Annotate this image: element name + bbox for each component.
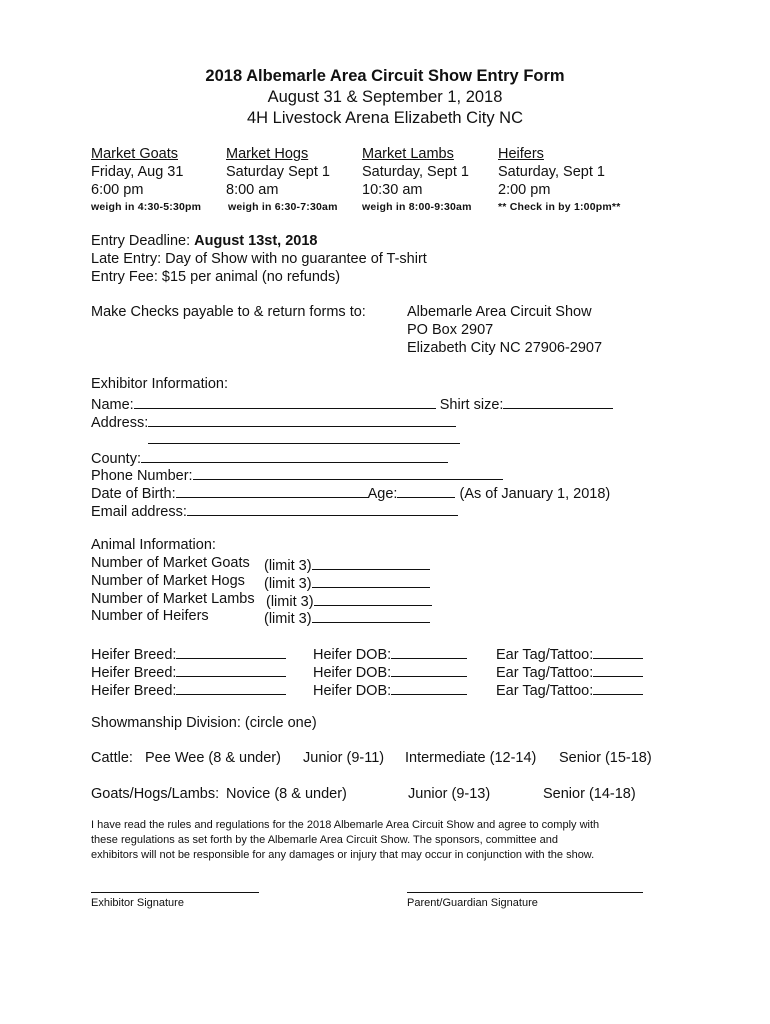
ear-tag-label: Ear Tag/Tattoo: bbox=[496, 665, 594, 681]
heifers-count-row bbox=[264, 608, 430, 627]
cattle-option-intermediate[interactable]: Intermediate (12-14) bbox=[405, 750, 537, 766]
schedule-hogs-day: Saturday Sept 1 bbox=[226, 164, 330, 180]
ear-tag-label: Ear Tag/Tattoo: bbox=[496, 647, 594, 663]
email-field[interactable] bbox=[187, 501, 458, 516]
heifer-breed-label: Heifer Breed: bbox=[91, 683, 177, 699]
entry-deadline bbox=[91, 233, 317, 249]
entry-deadline-value: August 13st, 2018 bbox=[194, 233, 318, 249]
goats-hogs-lambs-label: Goats/Hogs/Lambs: bbox=[91, 786, 220, 802]
schedule-hogs-name: Market Hogs bbox=[226, 146, 309, 162]
county-field[interactable] bbox=[141, 448, 448, 463]
ear-tag-1 bbox=[496, 644, 643, 663]
cattle-option-peewee[interactable]: Pee Wee (8 & under) bbox=[145, 750, 281, 766]
heifers-count-field[interactable] bbox=[312, 608, 430, 623]
address-row bbox=[91, 412, 456, 431]
animal-heading: Animal Information: bbox=[91, 537, 216, 553]
heifers-limit: (limit 3) bbox=[264, 611, 312, 627]
schedule-goats-day: Friday, Aug 31 bbox=[91, 164, 184, 180]
agreement-line-3: exhibitors will not be responsible for any damages or injury that may occur in conjunction with the show. bbox=[91, 849, 595, 861]
email-label: Email address: bbox=[91, 504, 187, 520]
ear-tag-field[interactable] bbox=[593, 644, 643, 659]
ear-tag-2 bbox=[496, 662, 643, 681]
schedule-lambs-day: Saturday, Sept 1 bbox=[362, 164, 469, 180]
heifer-dob-field[interactable] bbox=[391, 644, 467, 659]
hogs-count-row bbox=[264, 573, 430, 592]
parent-signature-line[interactable] bbox=[407, 892, 643, 893]
schedule-hogs-time: 8:00 am bbox=[226, 182, 279, 198]
phone-label: Phone Number: bbox=[91, 468, 193, 484]
dob-row bbox=[91, 483, 610, 502]
ear-tag-field[interactable] bbox=[593, 662, 643, 677]
showmanship-heading: Showmanship Division: (circle one) bbox=[91, 715, 317, 731]
heifer-breed-label: Heifer Breed: bbox=[91, 665, 177, 681]
name-label: Name: bbox=[91, 397, 134, 413]
heifer-dob-1 bbox=[313, 644, 467, 663]
agreement-line-1: I have read the rules and regulations for the 2018 Albemarle Area Circuit Show and agree to comply with bbox=[91, 819, 600, 831]
age-note: (As of January 1, 2018) bbox=[459, 486, 611, 502]
form-title: 2018 Albemarle Area Circuit Show Entry Form bbox=[205, 67, 565, 85]
heifer-breed-field[interactable] bbox=[176, 644, 286, 659]
heifers-count-label: Number of Heifers bbox=[91, 608, 209, 624]
schedule-heifers-note: ** Check in by 1:00pm** bbox=[498, 201, 621, 213]
heifer-dob-2 bbox=[313, 662, 467, 681]
ghl-option-senior[interactable]: Senior (14-18) bbox=[543, 786, 636, 802]
name-row bbox=[91, 394, 613, 413]
age-field[interactable] bbox=[397, 483, 455, 498]
schedule-heifers-name: Heifers bbox=[498, 146, 544, 162]
heifer-dob-field[interactable] bbox=[391, 680, 467, 695]
schedule-lambs-name: Market Lambs bbox=[362, 146, 454, 162]
hogs-count-field[interactable] bbox=[312, 573, 430, 588]
address-label: Address: bbox=[91, 415, 149, 431]
address-field[interactable] bbox=[148, 412, 456, 427]
ghl-option-junior[interactable]: Junior (9-13) bbox=[408, 786, 491, 802]
email-row bbox=[91, 501, 458, 520]
schedule-hogs-note: weigh in 6:30-7:30am bbox=[228, 201, 338, 213]
shirt-size-field[interactable] bbox=[503, 394, 613, 409]
ear-tag-3 bbox=[496, 680, 643, 699]
heifer-breed-label: Heifer Breed: bbox=[91, 647, 177, 663]
ear-tag-field[interactable] bbox=[593, 680, 643, 695]
heifer-breed-2 bbox=[91, 662, 286, 681]
entry-fee: Entry Fee: $15 per animal (no refunds) bbox=[91, 269, 341, 285]
entry-deadline-label: Entry Deadline: bbox=[91, 233, 195, 249]
goats-limit: (limit 3) bbox=[264, 558, 312, 574]
late-entry: Late Entry: Day of Show with no guarantee of T-shirt bbox=[91, 251, 427, 267]
schedule-goats-name: Market Goats bbox=[91, 146, 179, 162]
heifer-dob-field[interactable] bbox=[391, 662, 467, 677]
agreement-line-2: these regulations as set forth by the Albemarle Area Circuit Show. The sponsors, committee and bbox=[91, 834, 558, 846]
hogs-count-label: Number of Market Hogs bbox=[91, 573, 245, 589]
cattle-label: Cattle: bbox=[91, 750, 133, 766]
payment-address-3: Elizabeth City NC 27906-2907 bbox=[407, 340, 603, 356]
name-field[interactable] bbox=[134, 394, 436, 409]
age-label: Age: bbox=[367, 486, 398, 502]
dob-field[interactable] bbox=[176, 483, 368, 498]
exhibitor-heading: Exhibitor Information: bbox=[91, 376, 229, 392]
lambs-count-field[interactable] bbox=[314, 591, 432, 606]
heifer-breed-field[interactable] bbox=[176, 680, 286, 695]
goats-count-label: Number of Market Goats bbox=[91, 555, 250, 571]
heifer-breed-field[interactable] bbox=[176, 662, 286, 677]
county-label: County: bbox=[91, 451, 141, 467]
schedule-lambs-time: 10:30 am bbox=[362, 182, 423, 198]
payment-address-2: PO Box 2907 bbox=[407, 322, 494, 338]
schedule-heifers-time: 2:00 pm bbox=[498, 182, 551, 198]
schedule-heifers-day: Saturday, Sept 1 bbox=[498, 164, 605, 180]
cattle-option-senior[interactable]: Senior (15-18) bbox=[559, 750, 652, 766]
address-field-line2[interactable] bbox=[148, 443, 460, 444]
ghl-option-novice[interactable]: Novice (8 & under) bbox=[226, 786, 347, 802]
dob-label: Date of Birth: bbox=[91, 486, 176, 502]
shirt-label: Shirt size: bbox=[439, 397, 504, 413]
event-dates: August 31 & September 1, 2018 bbox=[267, 88, 503, 106]
phone-row bbox=[91, 465, 503, 484]
schedule-lambs-note: weigh in 8:00-9:30am bbox=[362, 201, 472, 213]
schedule-goats-time: 6:00 pm bbox=[91, 182, 144, 198]
hogs-limit: (limit 3) bbox=[264, 576, 312, 592]
exhibitor-signature-label: Exhibitor Signature bbox=[91, 897, 184, 909]
payment-address-1: Albemarle Area Circuit Show bbox=[407, 304, 592, 320]
parent-signature-label: Parent/Guardian Signature bbox=[407, 897, 538, 909]
heifer-breed-3 bbox=[91, 680, 286, 699]
lambs-count-label: Number of Market Lambs bbox=[91, 591, 255, 607]
lambs-limit: (limit 3) bbox=[266, 594, 314, 610]
payment-label: Make Checks payable to & return forms to: bbox=[91, 304, 366, 320]
heifer-dob-3 bbox=[313, 680, 467, 699]
schedule-goats-note: weigh in 4:30-5:30pm bbox=[91, 201, 202, 213]
goats-count-field[interactable] bbox=[312, 555, 430, 570]
ear-tag-label: Ear Tag/Tattoo: bbox=[496, 683, 594, 699]
heifer-breed-1 bbox=[91, 644, 286, 663]
exhibitor-signature-line[interactable] bbox=[91, 892, 259, 893]
heifer-dob-label: Heifer DOB: bbox=[313, 683, 392, 699]
heifer-dob-label: Heifer DOB: bbox=[313, 665, 392, 681]
phone-field[interactable] bbox=[193, 465, 503, 480]
cattle-option-junior[interactable]: Junior (9-11) bbox=[303, 750, 385, 766]
heifer-dob-label: Heifer DOB: bbox=[313, 647, 392, 663]
goats-count-row bbox=[264, 555, 430, 574]
event-venue: 4H Livestock Arena Elizabeth City NC bbox=[246, 109, 524, 127]
